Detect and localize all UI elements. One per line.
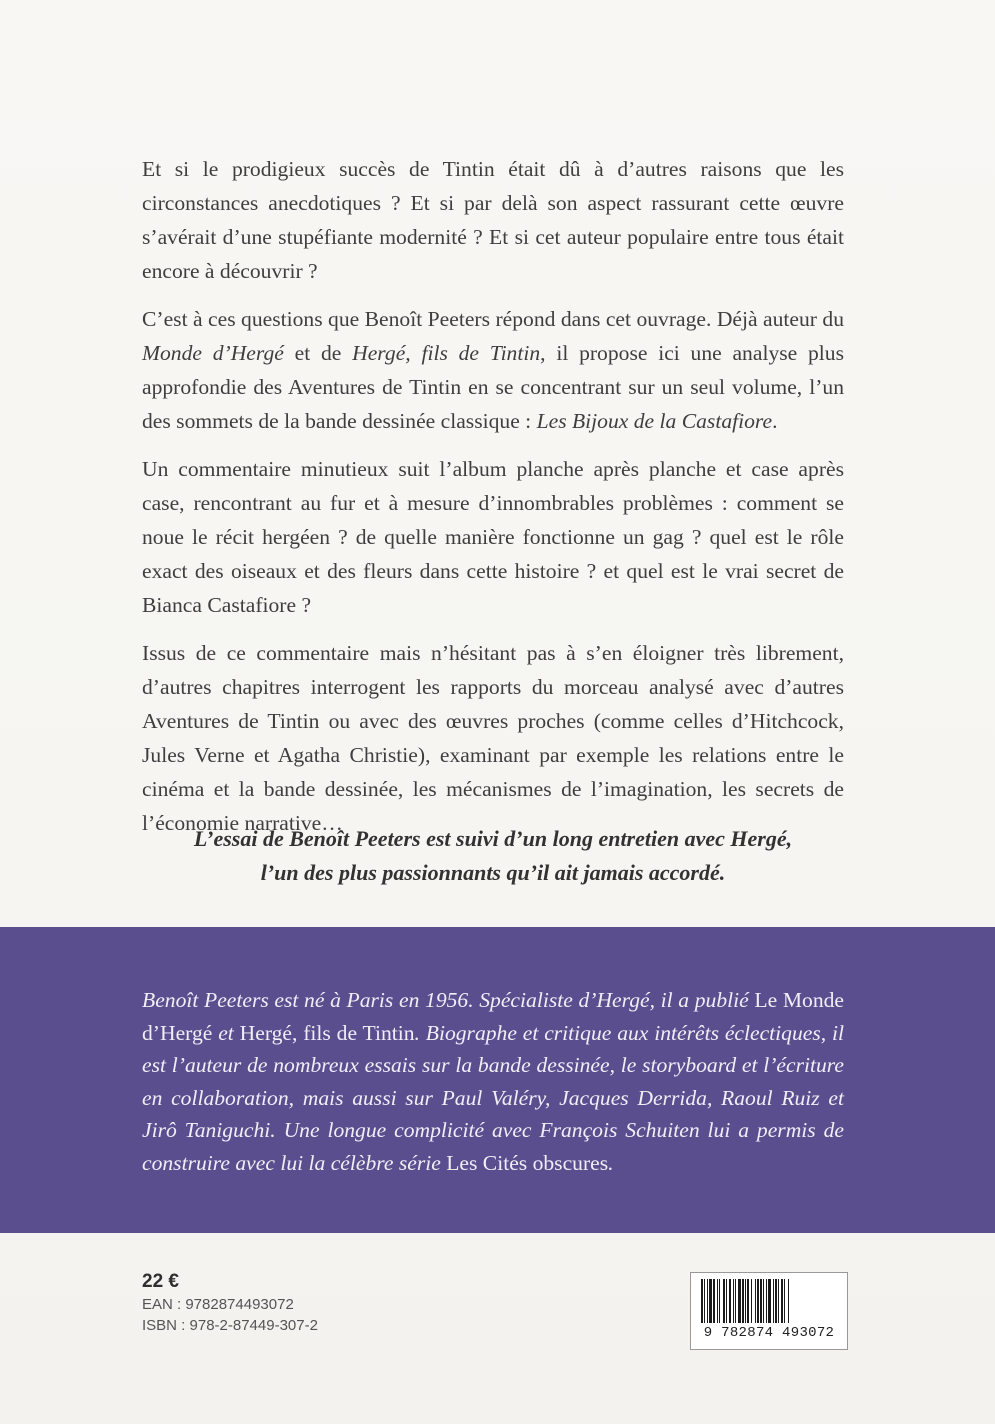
bio-text-b: et xyxy=(212,1020,240,1045)
price: 22 € xyxy=(142,1271,179,1292)
tagline-line-1: L’essai de Benoît Peeters est suivi d’un long entretien avec Hergé, xyxy=(193,826,793,851)
price-block xyxy=(142,1270,318,1336)
blurb-paragraph-3: Un commentaire minutieux suit l’album planche après planche et case après case, rencontrant au fur et à mesure d’innombrables problèmes : comment se noue le récit hergéen ? de quelle manière fonctionne un gag ? quel est le rôle exact des oiseaux et des fleurs dans cette histoire ? et quel est le vrai secret de Bianca Castafiore ? xyxy=(142,457,844,617)
ean-code: EAN : 9782874493072 xyxy=(142,1296,294,1313)
blurb-paragraph-1: Et si le prodigieux succès de Tintin était dû à d’autres raisons que les circonstances anecdotiques ? Et si par delà son aspect rassurant cette œuvre s’avérait d’une stupéfiante modernité ? Et si cet auteur populaire entre tous était encore à découvrir ? xyxy=(142,157,844,283)
barcode-bar xyxy=(726,1279,727,1323)
barcode-digits: 9 782874 493072 xyxy=(703,1325,835,1341)
barcode-bar xyxy=(745,1279,746,1323)
barcode-bar xyxy=(768,1279,771,1323)
barcode-bar xyxy=(709,1279,712,1323)
bio-title-cites-obscures: Les Cités obscures xyxy=(446,1150,609,1175)
barcode-bar xyxy=(757,1279,759,1323)
barcode-bar xyxy=(773,1279,774,1323)
title-bijoux-castafiore: Les Bijoux de la Castafiore xyxy=(536,409,773,433)
blurb-p2-text-c: , il propose ici une analyse plus approfondie des Aventures de Tintin en se concentrant sur un seul volume, l’un des sommets de la bande dessinée classique : xyxy=(142,341,844,433)
barcode-bar xyxy=(755,1279,756,1323)
barcode xyxy=(690,1272,848,1350)
blurb-paragraph-4: Issus de ce commentaire mais n’hésitant pas à s’en éloigner très librement, d’autres chapitres interrogent les rapports du morceau analysé avec d’autres Aventures de Tintin ou avec des œuvres proches (comme celles d’Hitchcock, Jules Verne et Agatha Christie), examinant par exemple les relations entre le cinéma et la bande dessinée, les mécanismes de l’imagination, les secrets de l’économie narrative… xyxy=(142,641,844,835)
barcode-bar xyxy=(707,1279,708,1323)
tagline xyxy=(142,822,844,890)
title-herge-fils-de-tintin: Hergé, fils de Tintin xyxy=(352,341,541,365)
barcode-bar xyxy=(742,1279,744,1323)
blurb-p2-text-a: C’est à ces questions que Benoît Peeters répond dans cet ouvrage. Déjà auteur du xyxy=(142,307,844,331)
barcode-bar xyxy=(723,1279,725,1323)
barcode-bar xyxy=(738,1279,741,1323)
bio-text-a: Benoît Peeters est né à Paris en 1956. Spécialiste d’Hergé, il a publié xyxy=(142,988,755,1012)
blurb-p2-text-d: . xyxy=(772,409,778,433)
isbn-code: ISBN : 978-2-87449-307-2 xyxy=(142,1317,318,1334)
bio-text-d: . xyxy=(608,1150,614,1175)
bio-title-herge-fils-de-tintin: Hergé, fils de Tintin xyxy=(239,1020,415,1045)
bio-text-c: . Biographe et critique aux intérêts éclectiques, il est l’auteur de nombreux essais sur la bande dessinée, le storyboard et l’écriture en collaboration, mais aussi sur Paul Valéry, Jacques Derrida, Raoul Ruiz et Jirô Taniguchi. Une longue complicité avec François Schuiten lui a permis de construire avec lui la célèbre série xyxy=(142,1020,844,1175)
tagline-line-2: l’un des plus passionnants qu’il ait jamais accordé. xyxy=(260,860,726,885)
barcode-bar xyxy=(729,1279,731,1323)
blurb-text xyxy=(142,152,844,854)
barcode-bar xyxy=(747,1279,749,1323)
barcode-bar xyxy=(763,1279,764,1323)
blurb-paragraph-2 xyxy=(142,302,844,438)
barcode-bar xyxy=(719,1279,720,1323)
author-bio-band xyxy=(0,927,995,1233)
barcode-bar xyxy=(701,1279,703,1323)
barcode-bar xyxy=(735,1279,736,1323)
barcode-bar xyxy=(784,1279,785,1323)
barcode-bar xyxy=(760,1279,762,1323)
bio-title-monde-herge: Le Monde d’Hergé xyxy=(142,988,844,1045)
barcode-bar xyxy=(788,1279,789,1323)
barcode-bar xyxy=(778,1279,779,1323)
blurb-p2-text-b: et de xyxy=(283,341,353,365)
barcode-bar xyxy=(704,1279,705,1323)
barcode-bars xyxy=(699,1279,839,1325)
title-monde-herge: Monde d’Hergé xyxy=(142,341,284,365)
author-bio xyxy=(142,984,844,1179)
barcode-bar xyxy=(781,1279,783,1323)
barcode-bar xyxy=(766,1279,767,1323)
barcode-bar xyxy=(733,1279,734,1323)
barcode-bar xyxy=(751,1279,752,1323)
barcode-bar xyxy=(775,1279,777,1323)
barcode-bar xyxy=(713,1279,715,1323)
barcode-bar xyxy=(717,1279,718,1323)
